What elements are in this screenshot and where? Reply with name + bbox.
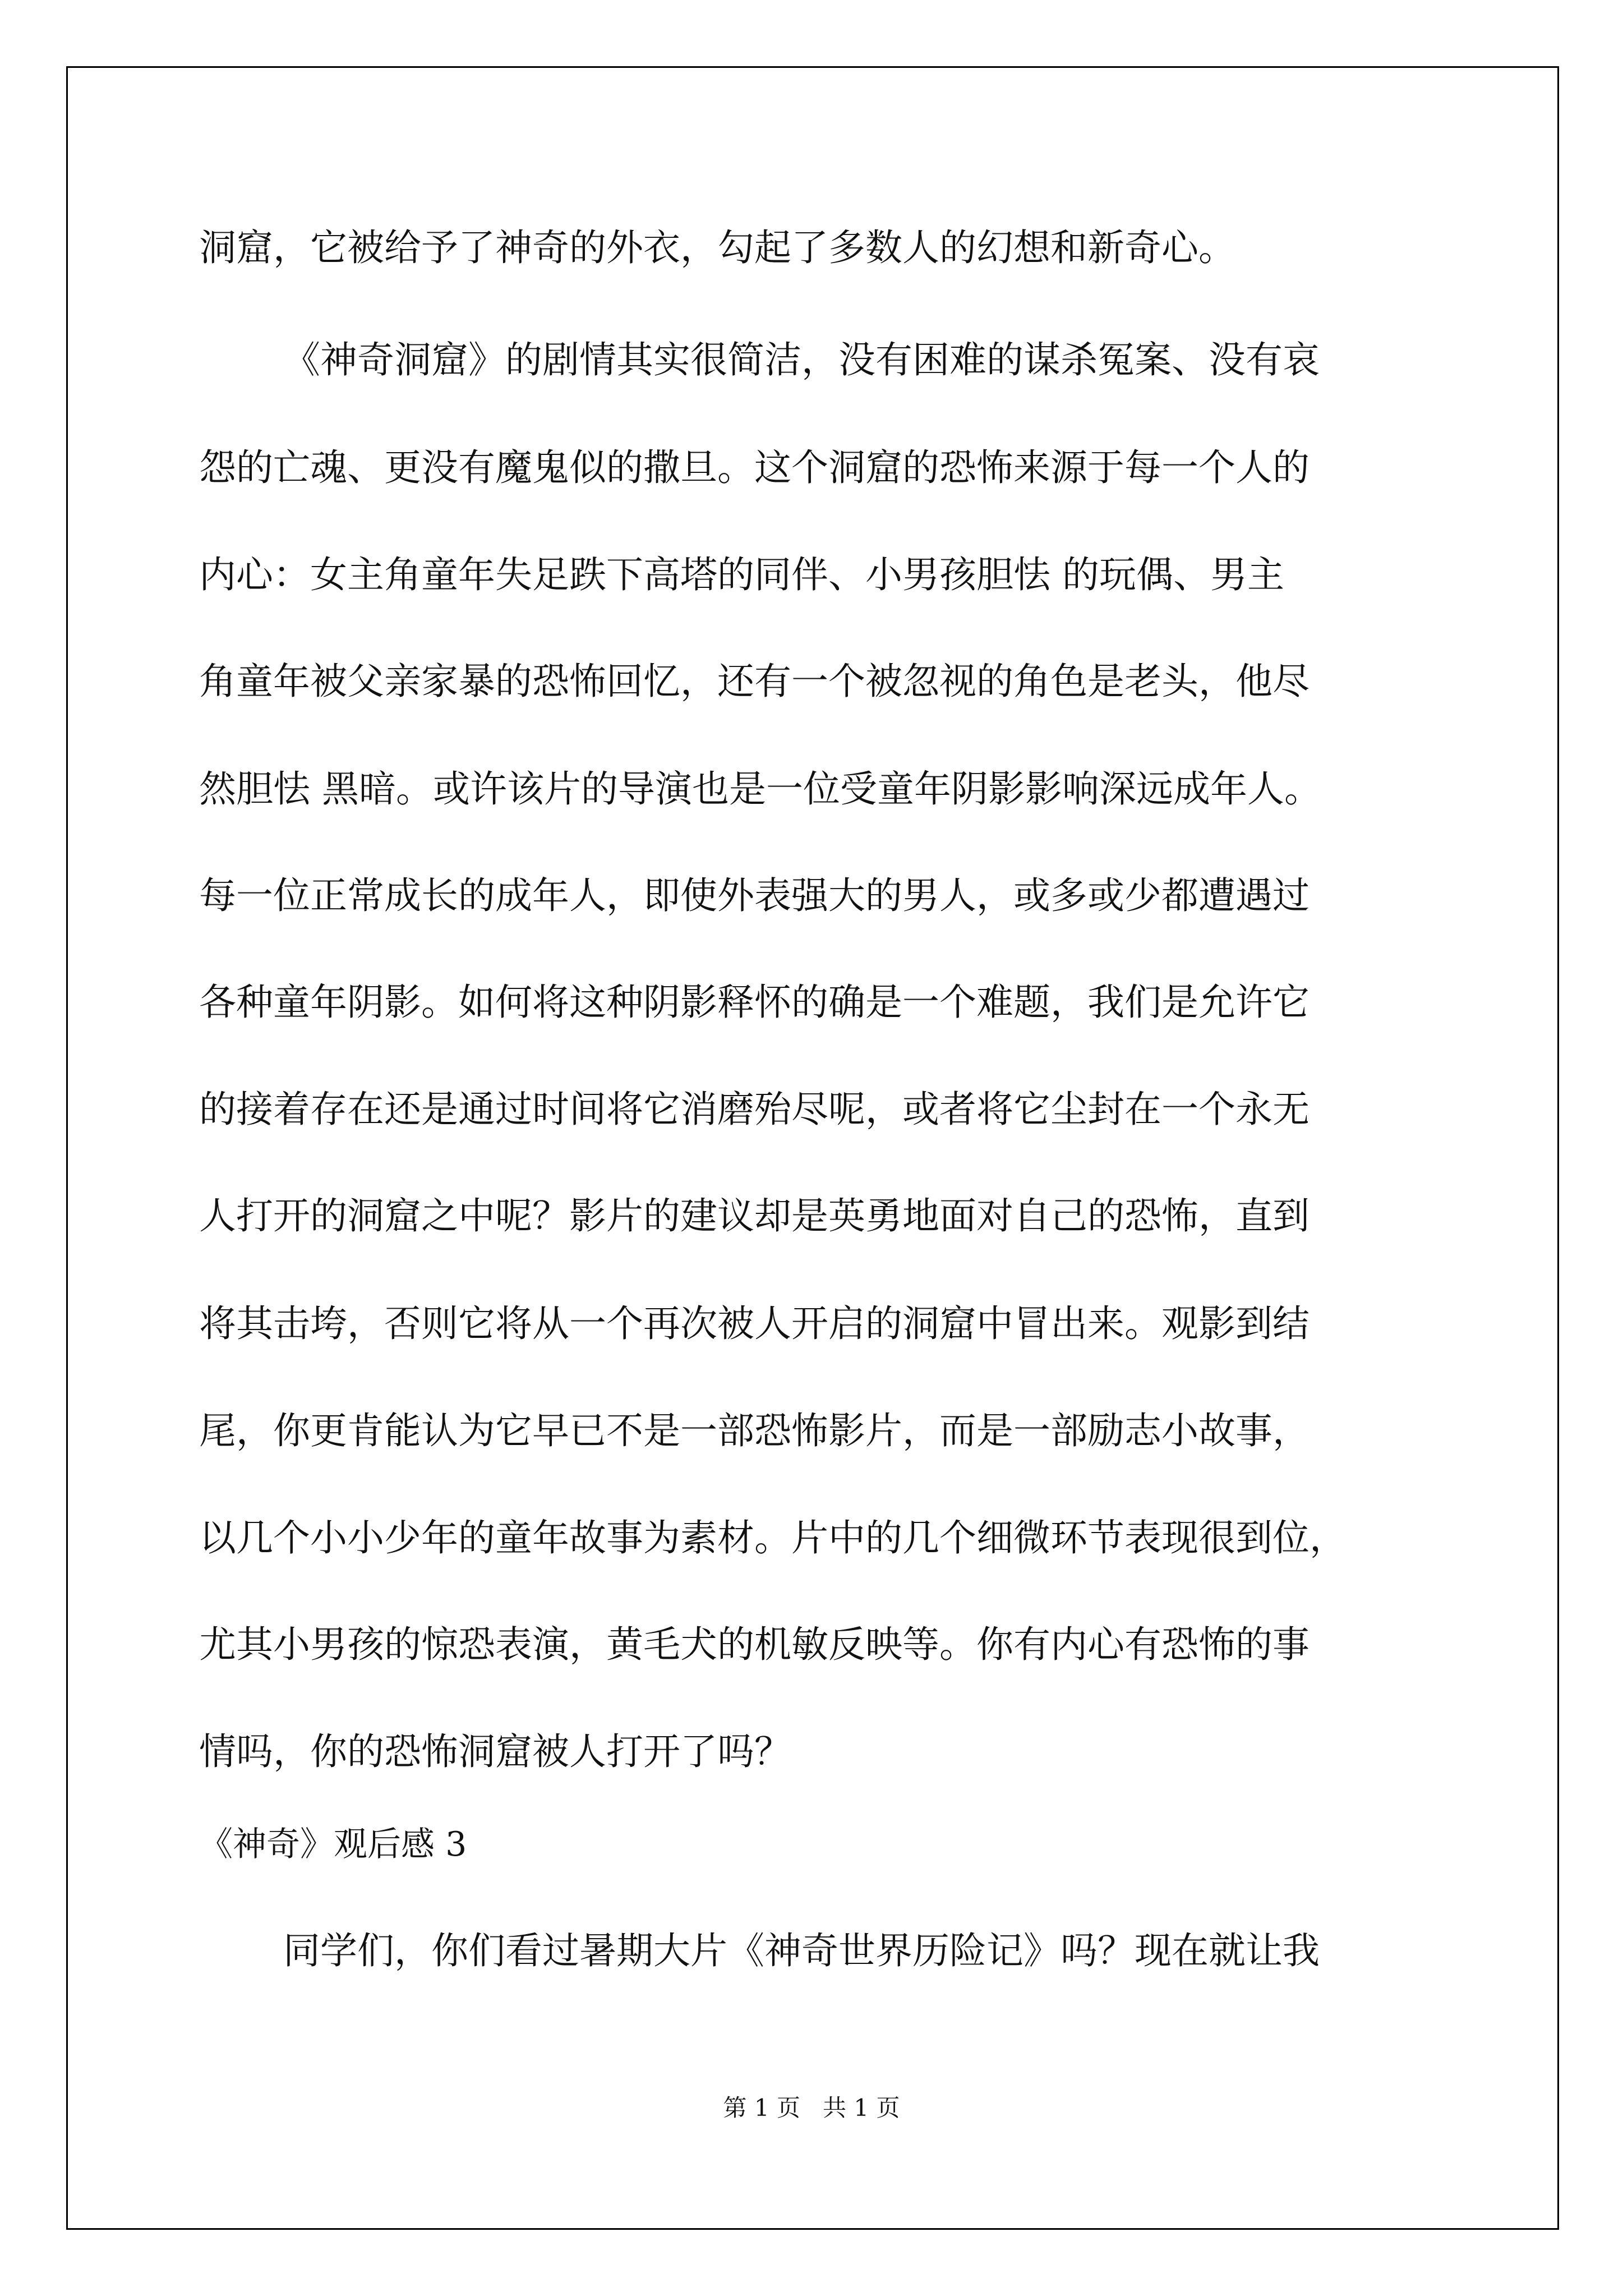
page-footer: 第 1 页 共 1 页 [723, 2094, 900, 2122]
text-line: 尤其小男孩的惊恐表演，黄毛犬的机敏反映等。你有内心有恐怖的事 [199, 1623, 1310, 1666]
text-line: 《神奇洞窟》的剧情其实很简洁，没有困难的谋杀冤案、没有哀 [283, 338, 1320, 381]
text-line: 怨的亡魂、更没有魔鬼似的撒旦。这个洞窟的恐怖来源于每一个人的 [199, 446, 1310, 489]
text-line: 每一位正常成长的成年人，即使外表强大的男人，或多或少都遭遇过 [199, 874, 1310, 917]
page-border [66, 66, 1559, 2230]
text-line: 尾，你更肯能认为它早已不是一部恐怖影片，而是一部励志小故事， [199, 1409, 1310, 1452]
text-line: 各种童年阴影。如何将这种阴影释怀的确是一个难题，我们是允许它 [199, 981, 1310, 1024]
text-line: 内心：女主角童年失足跌下高塔的同伴、小男孩胆怯 的玩偶、男主 [199, 553, 1284, 596]
text-line: 情吗，你的恐怖洞窟被人打开了吗？ [199, 1730, 791, 1773]
text-line: 同学们，你们看过暑期大片《神奇世界历险记》吗？现在就让我 [283, 1929, 1320, 1972]
section-heading: 《神奇》观后感 3 [199, 1825, 467, 1864]
text-line: 的接着存在还是通过时间将它消磨殆尽呢，或者将它尘封在一个永无 [199, 1088, 1310, 1131]
text-line: 人打开的洞窟之中呢？影片的建议却是英勇地面对自己的恐怖，直到 [199, 1194, 1310, 1237]
text-line: 然胆怯 黑暗。或许该片的导演也是一位受童年阴影影响深远成年人。 [199, 767, 1321, 811]
text-line: 以几个小小少年的童年故事为素材。片中的几个细微环节表现很到位， [199, 1516, 1347, 1559]
text-line: 将其击垮，否则它将从一个再次被人开启的洞窟中冒出来。观影到结 [199, 1302, 1310, 1345]
text-line: 角童年被父亲家暴的恐怖回忆，还有一个被忽视的角色是老头，他尽 [199, 660, 1310, 703]
text-line: 洞窟，它被给予了神奇的外衣，勾起了多数人的幻想和新奇心。 [199, 226, 1235, 269]
